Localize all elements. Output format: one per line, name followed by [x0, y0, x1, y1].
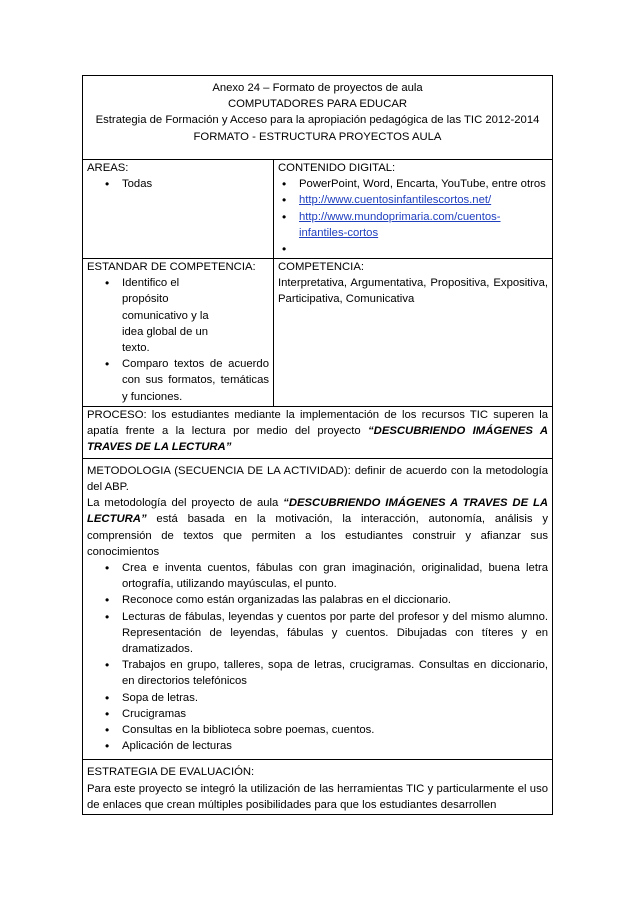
contenido-label: CONTENIDO DIGITAL:: [278, 162, 396, 174]
header-cell: [83, 76, 553, 160]
proceso-row: [83, 406, 553, 458]
metodologia-text-end: está basada en la motivación, la interacción, autonomía, análisis y comprensión de textos que permiten a los estudiantes construir y afianzar sus conocimientos: [87, 513, 549, 558]
metodologia-list: [87, 560, 548, 754]
metodologia-project-title: “DESCUBRIENDO IMÁGENES A TRAVES DE LA LECTURA”: [87, 497, 549, 526]
header-annex: Anexo 24 – Formato de proyectos de aula: [212, 82, 423, 94]
metodologia-text-start: La metodología del proyecto de aula: [87, 497, 284, 510]
metodologia-item: • Crucigramas: [87, 706, 548, 722]
cuentos-infantiles-link[interactable]: http://www.cuentosinfantilescortos.net/: [299, 194, 492, 207]
areas-row: [83, 160, 553, 259]
proceso-project-title: “DESCUBRIENDO IMÁGENES A TRAVES DE LA LECTURA”: [87, 425, 549, 454]
document: [82, 75, 552, 815]
metodologia-item: • Reconoce como están organizadas las palabras en el diccionario.: [87, 592, 548, 608]
areas-list: [87, 176, 269, 192]
metodologia-row: [83, 458, 553, 760]
areas-item: • Todas: [87, 176, 269, 192]
evaluacion-row: [83, 760, 553, 815]
estandar-label: ESTANDAR DE COMPETENCIA:: [87, 261, 256, 273]
evaluacion-label: ESTRATEGIA DE EVALUACIÓN:: [87, 766, 255, 779]
contenido-item-software: • PowerPoint, Word, Encarta, YouTube, entre otros: [264, 176, 548, 192]
estandar-row: [83, 259, 553, 407]
metodologia-item: • Crea e inventa cuentos, fábulas con gran imaginación, originalidad, buena letra ortografía, utilizando mayúsculas, el punto.: [87, 560, 548, 592]
areas-label: AREAS:: [87, 162, 129, 174]
areas-cell: [83, 160, 274, 259]
metodologia-cell: [83, 458, 553, 760]
contenido-list: [264, 176, 548, 253]
metodologia-paragraph: [87, 495, 548, 560]
estandar-item: • Comparo textos de acuerdo con sus formatos, temáticas y funciones.: [87, 356, 269, 405]
contenido-cell: [274, 160, 553, 259]
competencia-text: Interpretativa, Argumentativa, Propositiva, Expositiva, Participativa, Comunicativa: [278, 277, 549, 306]
mundoprimaria-link[interactable]: http://www.mundoprimaria.com/cuentos-infantiles-cortos: [299, 210, 501, 239]
estandar-item: • Identifico el propósito comunicativo y la idea global de un texto.: [87, 275, 269, 356]
proceso-cell: [83, 406, 553, 458]
competencia-label: COMPETENCIA:: [278, 261, 364, 273]
header-strategy: Estrategia de Formación y Acceso para la apropiación pedagógica de las TIC 2012-2014: [95, 114, 540, 127]
contenido-item-link-1: [264, 192, 548, 208]
header-row: [83, 76, 553, 160]
metodologia-item: • Lecturas de fábulas, leyendas y cuentos por parte del profesor y del mismo alumno. Representación de leyendas, fábulas y cuentos. Dibujadas con títeres y en dramatizados.: [87, 609, 548, 658]
contenido-item-link-2: [264, 209, 548, 241]
project-table: [82, 75, 553, 815]
metodologia-item: • Trabajos en grupo, talleres, sopa de letras, crucigramas. Consultas en diccionario, en directorios telefónicos: [87, 657, 548, 689]
estandar-list: [87, 275, 269, 405]
evaluacion-cell: [83, 760, 553, 815]
metodologia-item: • Aplicación de lecturas: [87, 738, 548, 754]
evaluacion-text: Para este proyecto se integró la utilización de las herramientas TIC y particularmente el uso de enlaces que crean múltiples posibilidades para que los estudiantes desarrollen: [87, 782, 549, 811]
header-program: COMPUTADORES PARA EDUCAR: [227, 98, 408, 111]
proceso-text: PROCESO: los estudiantes mediante la implementación de los recursos TIC superen la apatía frente a la lectura por medio del proyecto: [87, 408, 549, 438]
contenido-item-empty: [264, 241, 548, 253]
estandar-cell: [83, 259, 274, 407]
header-format: FORMATO - ESTRUCTURA PROYECTOS AULA: [193, 130, 442, 143]
metodologia-item: • Consultas en la biblioteca sobre poemas, cuentos.: [87, 722, 548, 738]
metodologia-item: • Sopa de letras.: [87, 690, 548, 706]
competencia-cell: [274, 259, 553, 407]
metodologia-intro: METODOLOGIA (SECUENCIA DE LA ACTIVIDAD): definir de acuerdo con la metodología del ABP.: [87, 464, 549, 494]
